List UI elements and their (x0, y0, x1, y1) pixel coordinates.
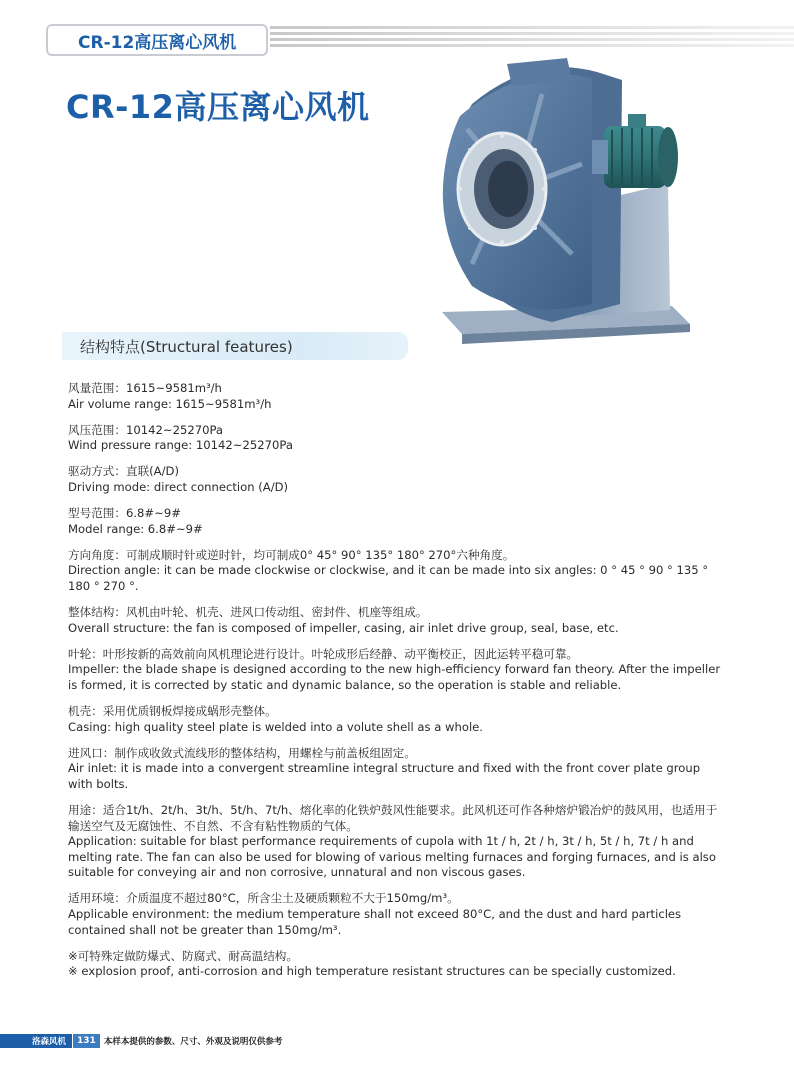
feature-overall-structure (68, 605, 728, 636)
page-title: CR-12高压离心风机 (66, 88, 370, 126)
section-title: 结构特点(Structural features) (80, 337, 293, 356)
section-title-bar (62, 332, 408, 360)
feature-cn: 用途：适合1t/h、2t/h、3t/h、5t/h、7t/h、熔化率的化铁炉鼓风性能要求。此风机还可作各种熔炉锻冶炉的鼓风用，也适用于输送空气及无腐蚀性、不自然、不含有粘性物质的气体。 (68, 802, 718, 833)
feature-cn: 进风口：制作成收敛式流线形的整体结构，用螺栓与前盖板组固定。 (68, 745, 416, 760)
feature-wind-pressure (68, 423, 728, 454)
header-tab (46, 24, 268, 56)
feature-en: Overall structure: the fan is composed of impeller, casing, air inlet drive group, seal, base, etc. (68, 620, 619, 635)
feature-en: Direction angle: it can be made clockwise or clockwise, and it can be made into six angles: 0 ° 45 ° 90 ° 135 ° 180 ° 270 °. (68, 563, 709, 593)
features-list (68, 381, 728, 990)
feature-cn: 叶轮：叶形按新的高效前向风机理论进行设计。叶轮成形后经静、动平衡校正，因此运转平稳可靠。 (68, 646, 579, 661)
feature-cn: 型号范围：6.8#~9# (68, 506, 181, 521)
feature-driving-mode (68, 464, 728, 495)
feature-air-inlet (68, 746, 728, 793)
feature-casing (68, 704, 728, 735)
feature-air-volume (68, 381, 728, 412)
feature-cn: 整体结构：风机由叶轮、机壳、进风口传动组、密封件、机座等组成。 (68, 605, 428, 620)
feature-en: Model range: 6.8#~9# (68, 521, 203, 536)
feature-cn: 驱动方式：直联(A/D) (68, 464, 179, 479)
feature-model-range (68, 506, 728, 537)
feature-en: Wind pressure range: 10142~25270Pa (68, 438, 293, 453)
footer-note: 本样本提供的参数、尺寸、外观及说明仅供参考 (103, 1037, 283, 1047)
feature-en: Air volume range: 1615~9581m³/h (68, 396, 272, 411)
fan-product-image (432, 54, 692, 346)
feature-cn: 机壳：采用优质钢板焊接成蜗形壳整体。 (68, 704, 277, 718)
page-footer (0, 1034, 282, 1048)
feature-en: Impeller: the blade shape is designed according to the new high-efficiency forward fan theory. After the impeller is formed, it is corrected by static and dynamic balance, so the operation is stable and reliable. (68, 662, 721, 692)
feature-cn: 方向角度：可制成顺时针或逆时针，均可制成0° 45° 90° 135° 180° 270°六种角度。 (68, 547, 515, 562)
feature-en: Driving mode: direct connection (A/D) (68, 479, 289, 494)
feature-en: Casing: high quality steel plate is welded into a volute shell as a whole. (68, 719, 483, 734)
feature-cn: 适用环境：介质温度不超过80°C，所含尘土及硬质颗粒不大于150mg/m³。 (68, 891, 459, 906)
feature-cn: 风压范围：10142~25270Pa (68, 422, 224, 437)
feature-cn: 风量范围：1615~9581m³/h (68, 381, 222, 395)
feature-direction-angle (68, 548, 728, 595)
feature-environment (68, 891, 728, 938)
feature-application (68, 803, 728, 881)
header-tab-label: CR-12高压离心风机 (78, 32, 237, 53)
header-decor-lines (270, 26, 794, 56)
page-number: 131 (73, 1034, 100, 1048)
feature-customization (68, 949, 728, 980)
footer-brand: 洛森风机 (0, 1034, 72, 1048)
feature-en: Application: suitable for blast performance requirements of cupola with 1t / h, 2t / h, 3t / h, 5t / h, 7t / h and melting rate. The fan can also be used for blowing of various melting furnaces and forging furnaces, and is also suitable for conveying air and non corrosive, unnatural and non viscous gases. (68, 834, 716, 880)
feature-en: Applicable environment: the medium temperature shall not exceed 80°C, and the dust and hard particles contained shall not be greater than 150mg/m³. (68, 907, 682, 937)
feature-en: ※ explosion proof, anti-corrosion and high temperature resistant structures can be specially customized. (68, 964, 676, 979)
feature-cn: ※可特殊定做防爆式、防腐式、耐高温结构。 (68, 948, 298, 963)
feature-impeller (68, 647, 728, 694)
feature-en: Air inlet: it is made into a convergent streamline integral structure and fixed with the front cover plate group with bolts. (68, 761, 701, 791)
